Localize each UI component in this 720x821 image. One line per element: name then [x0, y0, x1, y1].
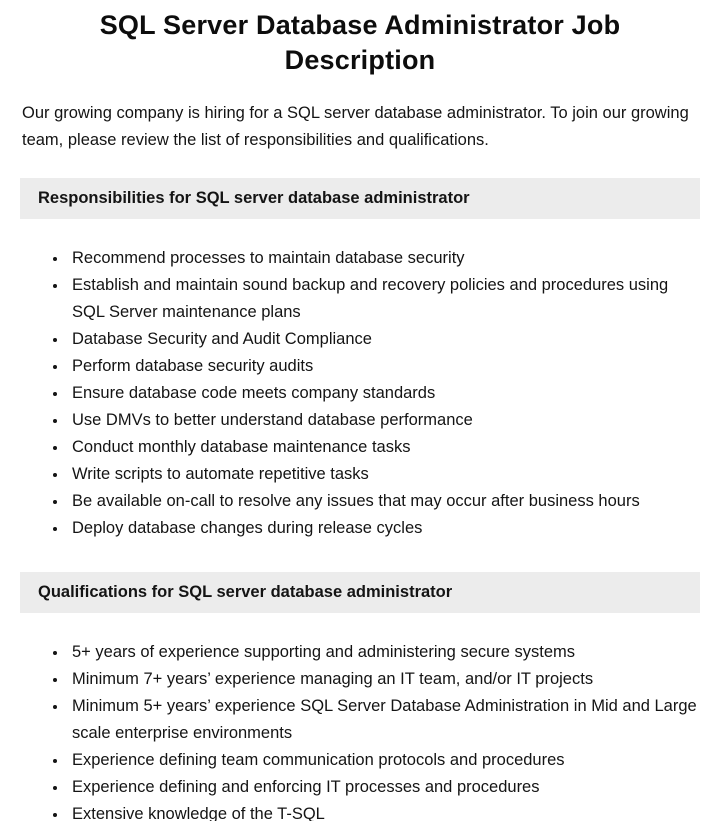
list-item: • Be available on-call to resolve any issues that may occur after business hours: [68, 488, 700, 515]
qualifications-section: [20, 572, 700, 821]
list-item: • Use DMVs to better understand database performance: [68, 407, 700, 434]
list-item: • 5+ years of experience supporting and administering secure systems: [68, 639, 700, 666]
intro-paragraph: Our growing company is hiring for a SQL server database administrator. To join our growing team, please review the list of responsibilities and qualifications.: [22, 104, 689, 149]
responsibilities-section: [20, 178, 700, 542]
list-item: • Perform database security audits: [68, 353, 700, 380]
list-item: • Experience defining team communication protocols and procedures: [68, 747, 700, 774]
list-item: • Establish and maintain sound backup and recovery policies and procedures using SQL Server maintenance plans: [68, 272, 700, 326]
list-item: • Minimum 7+ years’ experience managing an IT team, and/or IT projects: [68, 666, 700, 693]
qualifications-section-heading: Qualifications for SQL server database administrator: [20, 572, 700, 613]
list-item: • Database Security and Audit Compliance: [68, 326, 700, 353]
list-item: • Conduct monthly database maintenance tasks: [68, 434, 700, 461]
list-item: • Minimum 5+ years’ experience SQL Server Database Administration in Mid and Large scale enterprise environments: [68, 693, 700, 747]
page-title: SQL Server Database Administrator Job Description: [99, 10, 621, 75]
list-item: • Extensive knowledge of the T-SQL: [68, 801, 700, 821]
list-item: • Ensure database code meets company standards: [68, 380, 700, 407]
responsibilities-section-heading: Responsibilities for SQL server database administrator: [20, 178, 700, 219]
list-item: • Experience defining and enforcing IT processes and procedures: [68, 774, 700, 801]
list-item: • Write scripts to automate repetitive tasks: [68, 461, 700, 488]
list-item: • Deploy database changes during release cycles: [68, 515, 700, 542]
list-item: • Recommend processes to maintain database security: [68, 245, 700, 272]
qualifications-list: [20, 639, 700, 821]
responsibilities-list: [20, 245, 700, 542]
